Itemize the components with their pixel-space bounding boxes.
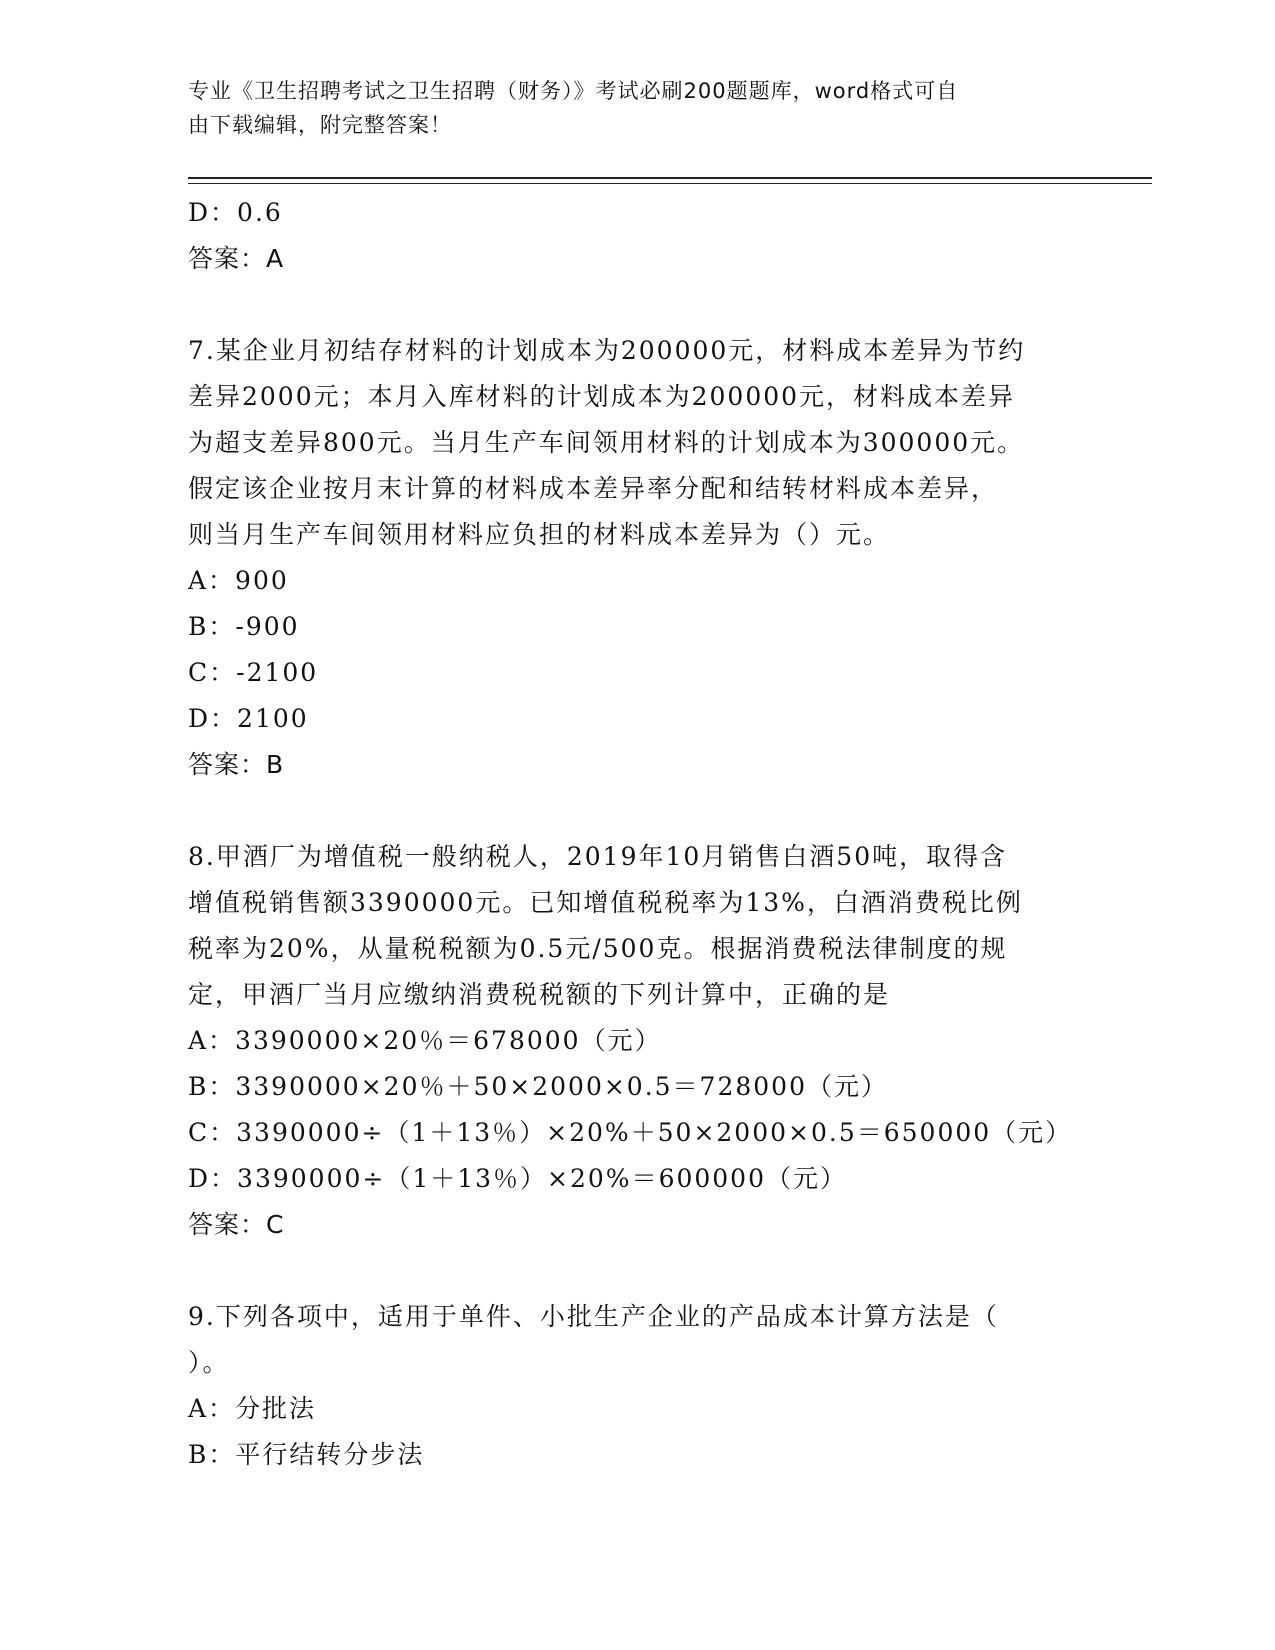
question-8-line: 税率为20%，从量税税额为0.5元/500克。根据消费税法律制度的规 [188,934,1008,963]
question-7-answer: 答案：B [188,750,285,779]
question-7-option-b: B：-900 [188,612,300,641]
question-9-line: ）。 [188,1348,230,1377]
question-9 [188,1294,1083,1478]
question-7-line: 则当月生产车间领用材料应负担的材料成本差异为（）元。 [188,520,891,549]
question-7-line: 7.某企业月初结存材料的计划成本为200000元，材料成本差异为节约 [188,336,1026,365]
question-7-option-d: D：2100 [188,704,309,733]
question-8-option-a: A：3390000×20％＝678000（元） [188,1026,662,1055]
question-content [188,190,1083,1478]
question-8-option-b: B：3390000×20％＋50×2000×0.5＝728000（元） [188,1072,888,1101]
question-9-option-a: A：分批法 [188,1394,317,1423]
question-7-line: 为超支差异800元。当月生产车间领用材料的计划成本为300000元。 [188,428,1025,457]
question-7-option-a: A：900 [188,566,289,595]
header-line-1: 专业《卫生招聘考试之卫生招聘（财务）》考试必刷200题题库，word格式可自 [188,79,959,103]
question-8-option-c: C：3390000÷（1＋13％）×20%＋50×2000×0.5＝650000（元） [188,1118,1073,1147]
question-7 [188,328,1083,788]
header-line-2: 由下载编辑，附完整答案！ [188,113,452,137]
question-7-line: 差异2000元；本月入库材料的计划成本为200000元，材料成本差异 [188,382,1016,411]
spacer [188,1248,1083,1294]
question-9-line: 9.下列各项中，适用于单件、小批生产企业的产品成本计算方法是（ [188,1302,999,1331]
question-8-answer: 答案：C [188,1210,285,1239]
question-8-option-d: D：3390000÷（1＋13％）×20%＝600000（元） [188,1164,847,1193]
question-8-line: 8.甲酒厂为增值税一般纳税人，2019年10月销售白酒50吨，取得含 [188,842,1008,871]
question-8-line: 增值税销售额3390000元。已知增值税税率为13%，白酒消费税比例 [188,888,1023,917]
question-8-line: 定，甲酒厂当月应缴纳消费税税额的下列计算中，正确的是 [188,980,891,1009]
header-divider-thin [188,183,1152,184]
page-header [188,74,1088,142]
question-7-line: 假定该企业按月末计算的材料成本差异率分配和结转材料成本差异， [188,474,999,503]
spacer [188,788,1083,834]
question-9-option-b: B：平行结转分步法 [188,1440,425,1469]
header-divider-thick [188,177,1152,179]
spacer [188,282,1083,328]
question-7-option-c: C：-2100 [188,658,319,687]
question-8 [188,834,1083,1248]
prev-answer: 答案：A [188,244,285,273]
prev-option-d: D：0.6 [188,198,283,227]
